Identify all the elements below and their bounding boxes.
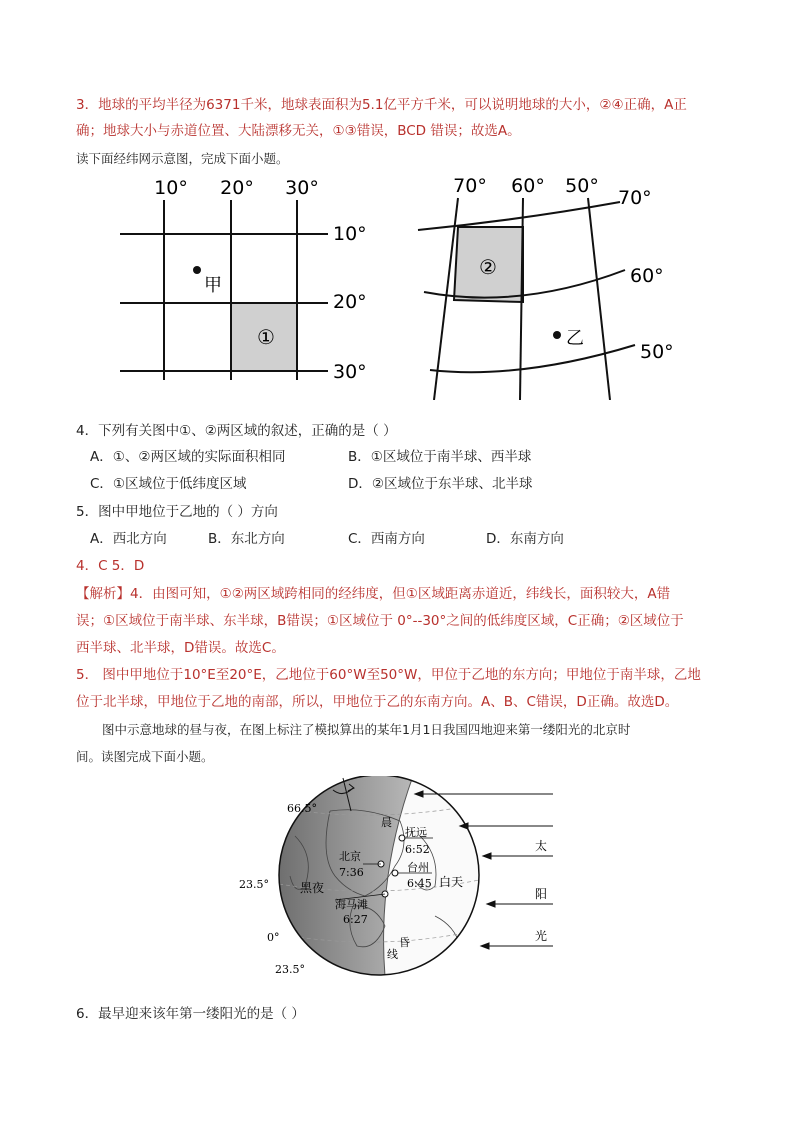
place-fuyuan-name: 抚远 [405, 826, 427, 839]
lon-label-20: 20° [220, 177, 254, 199]
lat-label-70: 70° [618, 187, 652, 209]
analysis-line-4: 5． 图中甲地位于10°E至20°E，乙地位于60°W至50°W，甲位于乙地的东方向；甲地位于南半球，乙地 [76, 667, 701, 683]
globe-diagram [235, 776, 565, 976]
instruction-2-line-1: 图中示意地球的昼与夜，在图上标注了模拟算出的某年1月1日我国四地迎来第一缕阳光的北京时 [102, 722, 631, 737]
q4-stem: 4．下列有关图中①、②两区域的叙述，正确的是（ ） [76, 423, 397, 439]
place-beijing-time: 7:36 [339, 866, 364, 879]
grid-map-right [410, 170, 700, 400]
q5-stem: 5．图中甲地位于乙地的（ ）方向 [76, 504, 278, 520]
lon-label-50: 50° [565, 175, 599, 197]
analysis-tag: 【解析】 [76, 586, 130, 602]
sun-char-3: 光 [534, 929, 548, 943]
q6-stem: 6．最早迎来该年第一缕阳光的是（ ） [76, 1006, 305, 1022]
instruction-1: 读下面经纬网示意图，完成下面小题。 [76, 151, 289, 166]
analysis-text-1: 4．由图可知，①②两区域跨相同的经纬度，但①区域距离赤道近，纬线长，面积较大，A错 [130, 586, 671, 602]
place-fuyuan-time: 6:52 [405, 843, 430, 856]
line-char-2: 昏 [399, 936, 410, 949]
lon-label-60: 60° [511, 175, 545, 197]
analysis-line-5: 位于北半球，甲地位于乙地的南部，所以，甲地位于乙的东南方向。A、B、C错误，D正确。故选D。 [76, 694, 679, 710]
q5-option-d: D．东南方向 [486, 531, 564, 547]
line-char-1: 晨 [381, 816, 392, 829]
line-char-3: 线 [387, 948, 398, 961]
q3-line-1: 3．地球的平均半径为6371千米，地球表面积为5.1亿平方千米，可以说明地球的大小，②④正确，A正 [76, 97, 687, 113]
q4-option-a: A．①、②两区域的实际面积相同 [90, 449, 286, 465]
lat-label-10: 10° [333, 223, 367, 245]
q5-option-b: B．东北方向 [208, 531, 285, 547]
point-yi-label: 乙 [566, 328, 584, 349]
region-2-label: ② [479, 255, 497, 279]
analysis-line-2: 误；①区域位于南半球、东半球，B错误；①区域位于 0°--30°之间的低纬度区域，C正确；②区域位于 [76, 613, 684, 629]
point-jia-label: 甲 [204, 275, 222, 296]
lat-label-23-5-n: 23.5° [239, 878, 269, 891]
point-yi [553, 331, 561, 339]
place-taizhou-time: 6:45 [407, 877, 432, 890]
lon-label-70: 70° [453, 175, 487, 197]
lat-label-23-5-s: 23.5° [275, 963, 305, 976]
sun-char-2: 阳 [534, 887, 548, 901]
instruction-2-line-2: 间。读图完成下面小题。 [76, 749, 214, 764]
analysis-line-3: 西半球、北半球，D错误。故选C。 [76, 640, 285, 656]
answers: 4．C 5．D [76, 558, 145, 574]
place-haimatan-name: 海马滩 [335, 898, 368, 911]
day-label: 白天 [439, 875, 464, 889]
place-taizhou-name: 台州 [407, 861, 429, 874]
point-jia [193, 266, 201, 274]
lat-label-66-5: 66.5° [287, 802, 317, 815]
sun-char-1: 太 [534, 839, 548, 853]
q4-option-b: B．①区域位于南半球、西半球 [348, 449, 532, 465]
lat-label-50: 50° [640, 341, 674, 363]
place-beijing-name: 北京 [339, 850, 361, 863]
lat-label-20: 20° [333, 291, 367, 313]
analysis-line-1 [76, 585, 670, 603]
grid-map-left [100, 170, 390, 390]
place-haimatan-time: 6:27 [343, 913, 368, 926]
night-label: 黑夜 [300, 881, 325, 895]
lon-label-30: 30° [285, 177, 319, 199]
lat-label-60: 60° [630, 265, 664, 287]
q5-option-a: A．西北方向 [90, 531, 167, 547]
q5-option-c: C．西南方向 [348, 531, 425, 547]
q4-option-d: D．②区域位于东半球、北半球 [348, 476, 533, 492]
lon-label-10: 10° [154, 177, 188, 199]
region-1-label: ① [257, 325, 275, 349]
q3-line-2: 确；地球大小与赤道位置、大陆漂移无关，①③错误，BCD 错误；故选A。 [76, 123, 521, 139]
q4-option-c: C．①区域位于低纬度区域 [90, 476, 247, 492]
lat-label-30: 30° [333, 361, 367, 383]
lat-label-0: 0° [267, 931, 280, 944]
